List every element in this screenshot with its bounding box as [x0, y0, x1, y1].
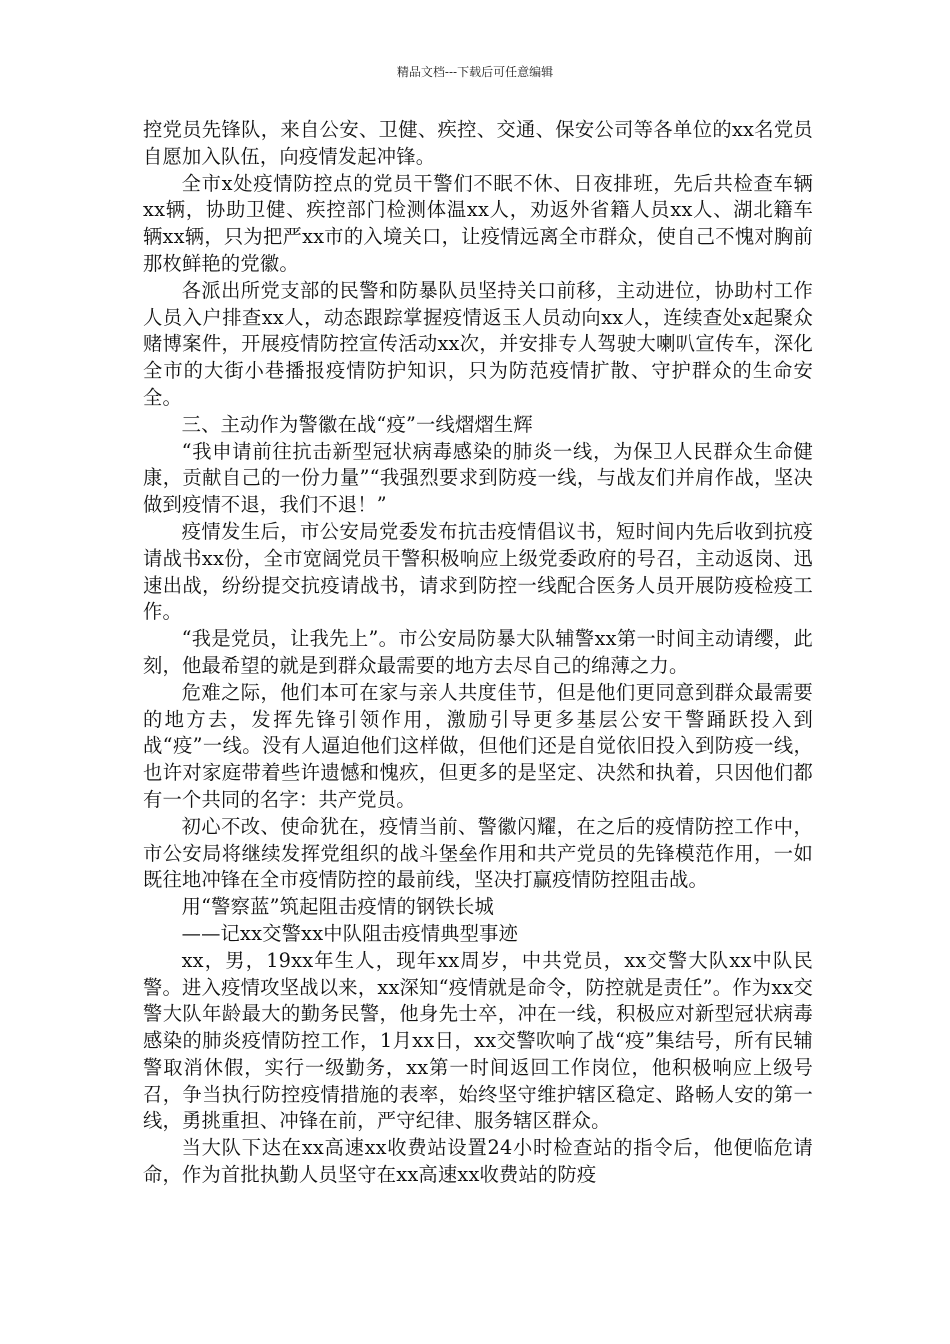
section-heading: 三、主动作为警徽在战“疫”一线熠熠生辉: [181, 412, 533, 436]
paragraph: 初心不改、使命犹在，疫情当前、警徽闪耀，在之后的疫情防控工作中，市公安局将继续发挥党组织的战斗堡垒作用和共产党员的先锋模范作用，一如既往地冲锋在全市疫情防控的最前线，坚决打赢疫情防控阻击战。: [143, 814, 813, 892]
paragraph: “我是党员，让我先上”。市公安局防暴大队辅警xx第一时间主动请缨，此刻，他最希望的就是到群众最需要的地方去尽自己的绵薄之力。: [143, 627, 813, 677]
paragraph: xx，男，19xx年生人，现年xx周岁，中共党员，xx交警大队xx中队民警。进入疫情攻坚战以来，xx深知“疫情就是命令，防控就是责任”。作为xx交警大队年龄最大的勤务民警，他身先士卒，冲在一线，积极应对新型冠状病毒感染的肺炎疫情防控工作，1月xx日，xx交警吹响了战“疫”集结号，所有民辅警取消休假，实行一级勤务，xx第一时间返回工作岗位，他积极响应上级号召，争当执行防控疫情措施的表率，始终坚守维护辖区稳定、路畅人安的第一线，勇挑重担、冲锋在前，严守纪律、服务辖区群众。: [143, 948, 813, 1133]
paragraph: 当大队下达在xx高速xx收费站设置24小时检查站的指令后，他便临危请命，作为首批执勤人员坚守在xx高速xx收费站的防疫: [143, 1136, 813, 1187]
paragraph: 疫情发生后，市公安局党委发布抗击疫情倡议书，短时间内先后收到抗疫请战书xx份，全市宽阔党员干警积极响应上级党委政府的号召，主动返岗、迅速出战，纷纷提交抗疫请战书，请求到防控一线配合医务人员开展防疫检疫工作。: [143, 519, 813, 624]
article-subtitle: ——记xx交警xx中队阻击疫情典型事迹: [181, 921, 519, 945]
article-title: 用“警察蓝”筑起阻击疫情的钢铁长城: [181, 895, 494, 919]
paragraph: 各派出所党支部的民警和防暴队员坚持关口前移，主动进位，协助村工作人员入户排查xx人，动态跟踪掌握疫情返玉人员动向xx人，连续查处x起聚众赌博案件，开展疫情防控宣传活动xx次，并安排专人驾驶大喇叭宣传车，深化全市的大街小巷播报疫情防护知识，只为防范疫情扩散、守护群众的生命安全。: [143, 278, 813, 409]
paragraph: “我申请前往抗击新型冠状病毒感染的肺炎一线，为保卫人民群众生命健康，贡献自己的一份力量”“我强烈要求到防疫一线，与战友们并肩作战，坚决做到疫情不退，我们不退！”: [143, 439, 813, 517]
paragraph-continuation: 控党员先锋队，来自公安、卫健、疾控、交通、保安公司等各单位的xx名党员自愿加入队伍，向疫情发起冲锋。: [143, 118, 813, 168]
paragraph: 危难之际，他们本可在家与亲人共度佳节，但是他们更同意到群众最需要的地方去，发挥先锋引领作用，激励引导更多基层公安干警踊跃投入到战“疫”一线。没有人逼迫他们这样做，但他们还是自觉依旧投入到防疫一线，也许对家庭带着些许遗憾和愧疚，但更多的是坚定、决然和执着，只因他们都有一个共同的名字：共产党员。: [143, 680, 813, 811]
page-header: 精品文档---下载后可任意编辑: [396, 65, 554, 79]
document-body: [143, 117, 813, 1189]
paragraph: 全市x处疫情防控点的党员干警们不眠不休、日夜排班，先后共检查车辆xx辆，协助卫健、疾控部门检测体温xx人，劝返外省籍人员xx人、湖北籍车辆xx辆，只为把严xx市的入境关口，让疫情远离全市群众，使自己不愧对胸前那枚鲜艳的党徽。: [143, 171, 813, 275]
